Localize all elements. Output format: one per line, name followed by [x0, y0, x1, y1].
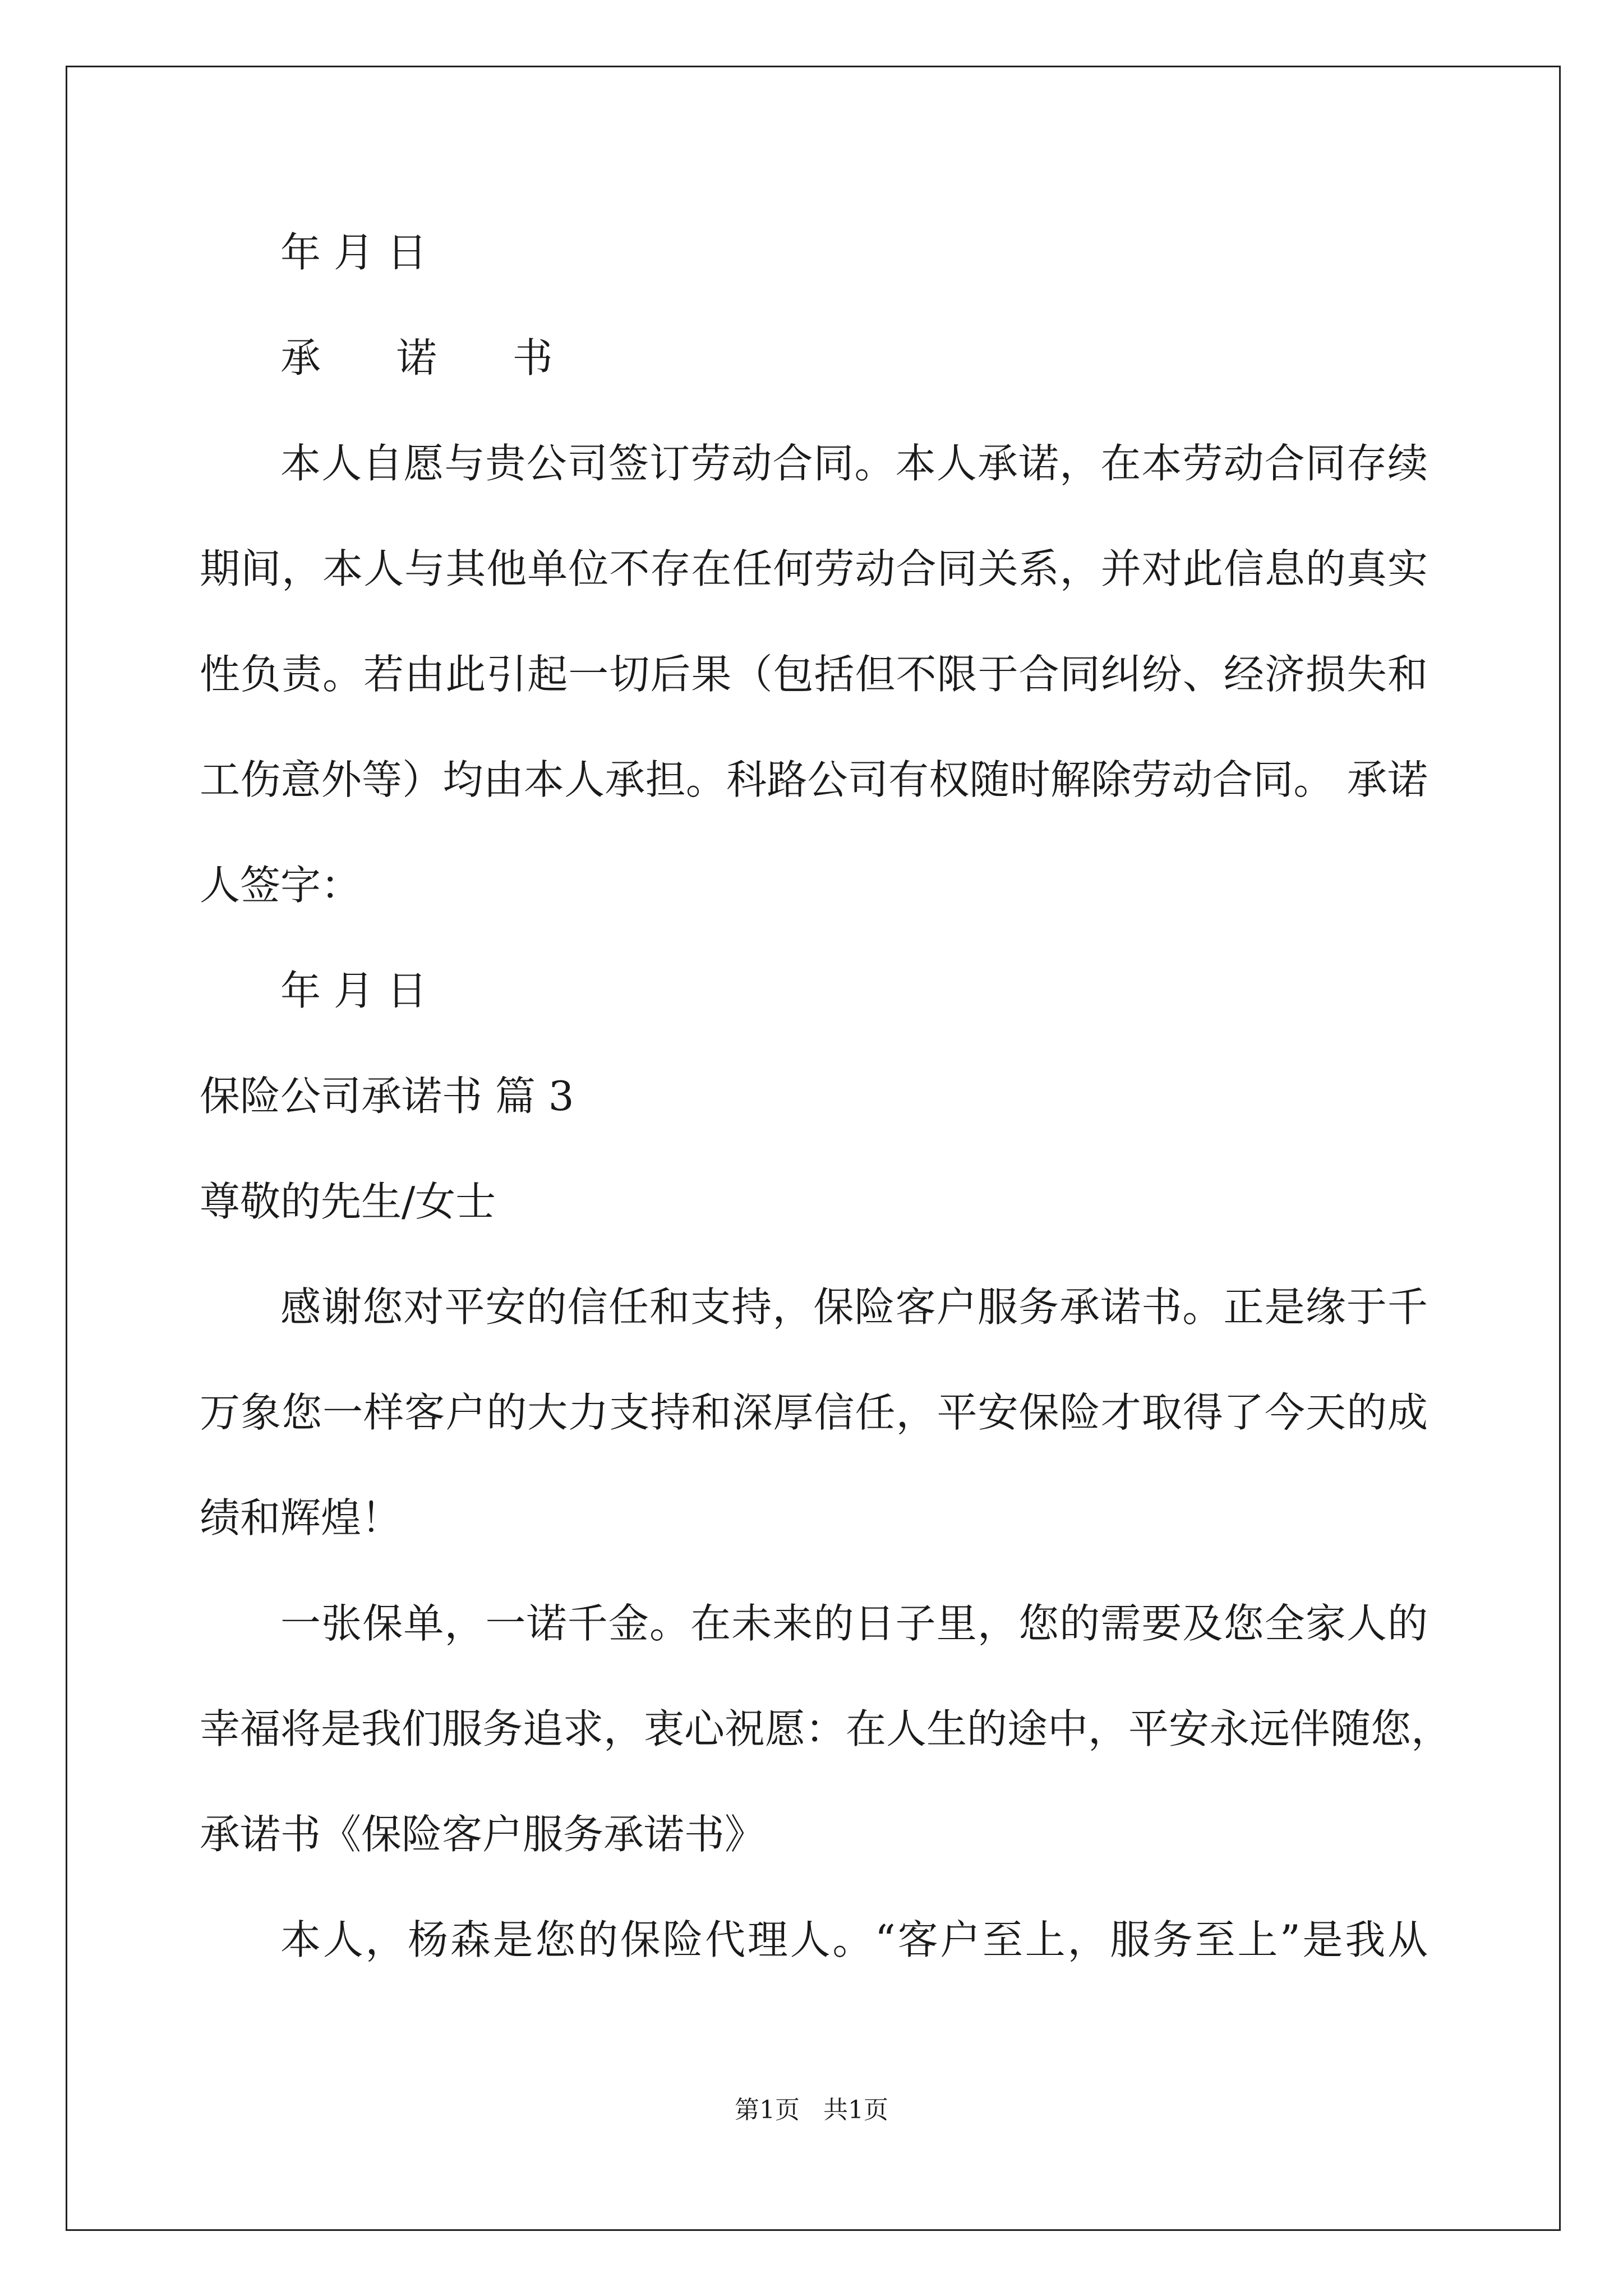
section-title: 保险公司承诺书 篇 3: [200, 1073, 574, 1120]
paragraph-line: 工伤意外等）均由本人承担。科路公司有权随时解除劳动合同。 承诺: [200, 756, 1428, 803]
paragraph-line: 本人，杨森是您的保险代理人。“客户至上，服务至上”是我从: [280, 1916, 1428, 1963]
paragraph-line: 期间，本人与其他单位不存在任何劳动合同关系，并对此信息的真实: [200, 545, 1428, 592]
salutation: 尊敬的先生/女士: [200, 1178, 496, 1225]
paragraph-line: 绩和辉煌！: [200, 1494, 402, 1542]
paragraph-line: 性负责。若由此引起一切后果（包括但不限于合同纠纷、经济损失和: [200, 651, 1428, 698]
paragraph-line: 一张保单，一诺千金。在未来的日子里，您的需要及您全家人的: [280, 1600, 1428, 1647]
paragraph-line: 万象您一样客户的大力支持和深厚信任，平安保险才取得了今天的成: [200, 1389, 1428, 1436]
page-border: [66, 66, 1561, 2231]
date-line: 年 月 日: [280, 967, 427, 1014]
paragraph-line: 承诺书《保险客户服务承诺书》: [200, 1811, 766, 1858]
paragraph-line: 本人自愿与贵公司签订劳动合同。本人承诺，在本劳动合同存续: [280, 440, 1428, 487]
page-footer: 第1页 共1页: [735, 2096, 888, 2124]
paragraph-line: 幸福将是我们服务追求，衷心祝愿：在人生的途中，平安永远伴随您，: [200, 1705, 1452, 1752]
paragraph-line: 感谢您对平安的信任和支持，保险客户服务承诺书。正是缘于千: [280, 1283, 1428, 1331]
signature-label: 人签字：: [200, 862, 362, 909]
section-heading: 承 诺 书: [280, 334, 584, 381]
date-line: 年 月 日: [280, 229, 427, 276]
